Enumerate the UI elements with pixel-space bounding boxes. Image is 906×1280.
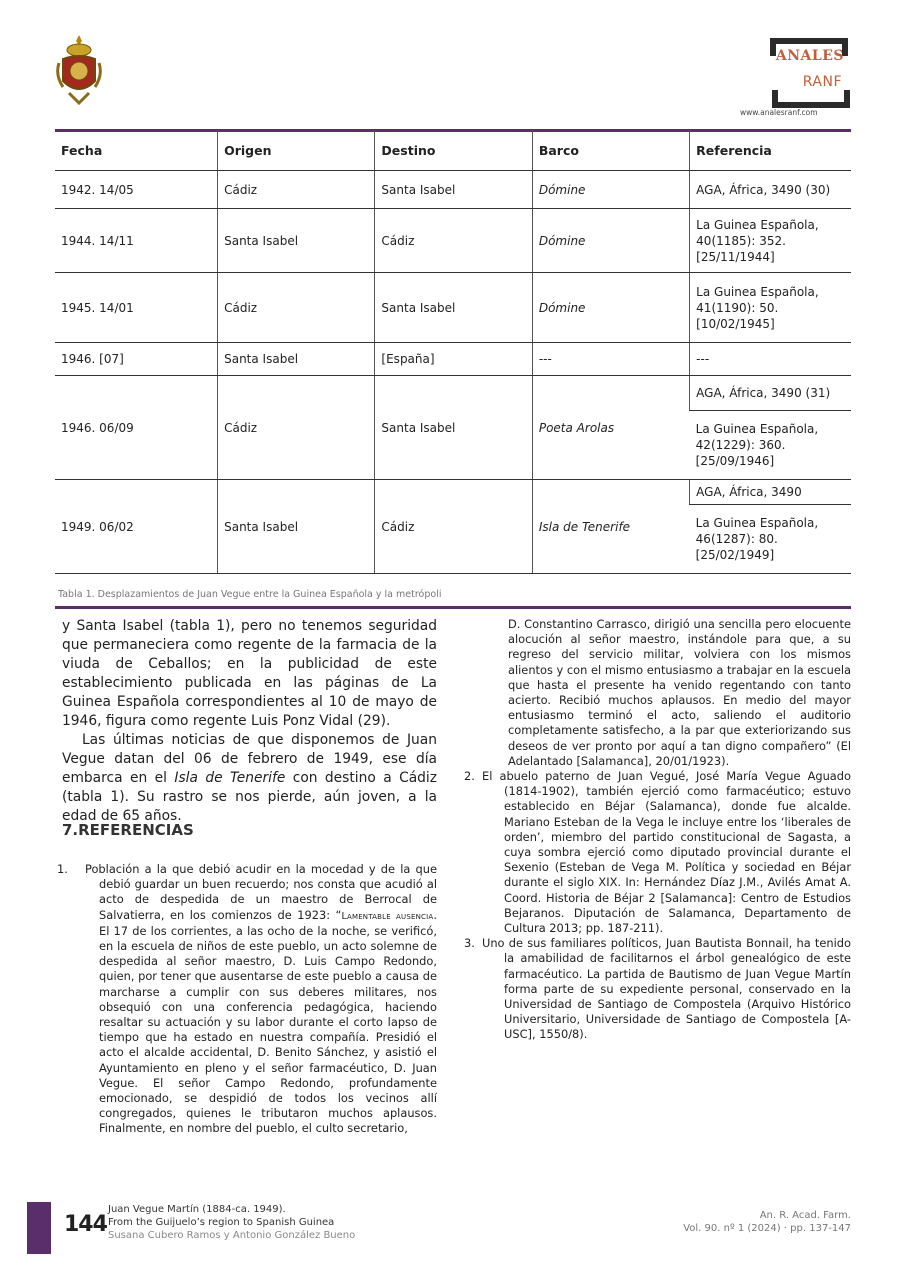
anales-ranf-logo: [770, 38, 850, 110]
academy-crest-logo: [55, 33, 103, 105]
footer-article-info: [108, 1203, 355, 1242]
cell-referencia: La Guinea Española, 41(1190): 50. [10/02/1945]: [690, 273, 851, 343]
table-bottom-rule: [55, 606, 851, 609]
page-number: 144: [64, 1212, 107, 1237]
table-row: [55, 376, 851, 411]
page-number-bar: [27, 1202, 51, 1254]
reference-text: El abuelo paterno de Juan Vegué, José María Vegue Aguado (1814-1902), también ejerció como farmacéutico; estuvo establecido en Béjar (Salamanca), donde fue alcalde. Mariano Esteban de la Vega le incluye entre los ‘liberales de orden’, miembro del partido constitucional de Sagasta, a cuya sombra ejerció como diputado provincial durante el Sexenio (Esteban de Vega M. Política y sociedad en Béjar durante el siglo XIX. In: Hernández Díaz J.M., Avilés Amat A. Coord. Historia de Béjar 2 [Salamanca]: Centro de Estudios Bejaranos. Diputación de Salamanca, Departamento de Cultura 2013; pp. 187-211).: [482, 769, 851, 936]
cell-destino: Cádiz: [375, 209, 532, 273]
text-span: Población a la que debió acudir en la mocedad y de la que debió guardar un buen recuerdo; nos consta que acudió al acto de despedida de un maestro de Berrocal de Salvatierra, en los comienzos de 1923: “: [85, 862, 437, 922]
col-header-referencia: Referencia: [690, 130, 851, 171]
body-text-left: [62, 617, 437, 826]
table-row: [55, 209, 851, 273]
reference-item: [55, 862, 437, 1137]
cell-destino: Santa Isabel: [375, 171, 532, 209]
reference-continuation: D. Constantino Carrasco, dirigió una sencilla pero elocuente alocución al señor maestro, instándole para que, a su regreso del servicio militar, volviera con los mismos alientos y con el mismo entusiasmo a trabajar en la escuela que hasta el presente ha venido regentando con tanto acierto. Recibió muchos aplausos. En medio del mayor entusiasmo terminó el acto, saliendo el auditorio completamente satisfecho, a la par que exteriorizando sus deseos de ver pronto por aquí a tan digno compañero” (El Adelantado [Salamanca], 20/01/1923).: [508, 617, 851, 768]
travel-table: [55, 130, 851, 574]
table-header-row: [55, 130, 851, 171]
cell-destino: Cádiz: [375, 480, 532, 574]
col-header-origen: Origen: [218, 130, 375, 171]
cell-barco: Dómine: [532, 273, 689, 343]
col-header-fecha: Fecha: [55, 130, 218, 171]
text-span: Las últimas noticias de que disponemos de Juan Vegue datan del 06 de febrero de 1949, ese día embarca en el: [62, 732, 437, 786]
table-row: [55, 343, 851, 376]
cell-referencia: AGA, África, 3490 (31): [690, 376, 851, 411]
references-left: [55, 862, 437, 1137]
journal-url[interactable]: www.analesranf.com: [740, 108, 818, 117]
table-caption: Tabla 1. Desplazamientos de Juan Vegue entre la Guinea Española y la metrópoli: [58, 589, 442, 600]
cell-referencia: La Guinea Española, 42(1229): 360. [25/09/1946]: [690, 411, 851, 480]
table-row: [55, 480, 851, 505]
reference-number: 3.: [464, 936, 475, 951]
cell-referencia: ---: [690, 343, 851, 376]
paragraph: [62, 731, 437, 826]
cell-origen: Cádiz: [218, 171, 375, 209]
cell-fecha: 1945. 14/01: [55, 273, 218, 343]
col-header-destino: Destino: [375, 130, 532, 171]
table-row: [55, 273, 851, 343]
reference-text: Uno de sus familiares políticos, Juan Bautista Bonnail, ha tenido la amabilidad de facilitarnos el árbol genealógico de este farmacéutico. La partida de Bautismo de Juan Vegue Martín forma parte de su expediente personal, conservado en la Universidad de Santiago de Compostela (Arquivo Histórico Universitario, Universidade de Santiago de Compostela [A-USC], 1550/8).: [482, 936, 851, 1042]
cell-origen: Santa Isabel: [218, 480, 375, 574]
footer-authors: Susana Cubero Ramos y Antonio González Bueno: [108, 1230, 356, 1241]
cell-referencia: AGA, África, 3490: [690, 480, 851, 505]
cell-destino: Santa Isabel: [375, 273, 532, 343]
logo-ranf-text: RANF: [802, 74, 842, 90]
cell-barco: Dómine: [532, 209, 689, 273]
cell-origen: Santa Isabel: [218, 209, 375, 273]
cell-barco: Dómine: [532, 171, 689, 209]
paragraph: y Santa Isabel (tabla 1), pero no tenemos seguridad que permaneciera como regente de la farmacia de la viuda de Ceballos; en la publicidad de este establecimiento publicada en las páginas de La Guinea Española correspondientes al 10 de mayo de 1946, figura como regente Luis Ponz Vidal (29).: [62, 618, 437, 729]
footer-title-es: Juan Vegue Martín (1884-ca. 1949).: [108, 1204, 286, 1215]
cell-origen: Cádiz: [218, 376, 375, 480]
cell-fecha: 1949. 06/02: [55, 480, 218, 574]
text-span: con destino a Cádiz (tabla 1). Su rastro se nos pierde, aún joven, a la edad de 65 años.: [62, 770, 438, 824]
cell-referencia: La Guinea Española, 46(1287): 80. [25/02/1949]: [690, 505, 851, 574]
cell-referencia: AGA, África, 3490 (30): [690, 171, 851, 209]
reference-number: 1.: [57, 862, 68, 876]
ship-name: Isla de Tenerife: [174, 770, 286, 786]
section-heading: 7.REFERENCIAS: [62, 821, 194, 839]
col-header-barco: Barco: [532, 130, 689, 171]
footer-journal: An. R. Acad. Farm.: [759, 1210, 851, 1221]
cell-origen: Cádiz: [218, 273, 375, 343]
cell-destino: [España]: [375, 343, 532, 376]
cell-barco: Isla de Tenerife: [532, 480, 689, 574]
cell-fecha: 1946. [07]: [55, 343, 218, 376]
cell-fecha: 1942. 14/05: [55, 171, 218, 209]
reference-text: [85, 862, 437, 1137]
table-row: [55, 171, 851, 209]
reference-item: [464, 936, 851, 1042]
references-right: [464, 617, 851, 1043]
cell-fecha: 1944. 14/11: [55, 209, 218, 273]
small-caps-title: Lamentable ausencia: [341, 910, 434, 922]
footer-journal-info: [620, 1209, 851, 1235]
cell-origen: Santa Isabel: [218, 343, 375, 376]
cell-referencia: La Guinea Española, 40(1185): 352. [25/11/1944]: [690, 209, 851, 273]
text-span: . El 17 de los corrientes, a las ocho de la noche, se verificó, en la escuela de niños de este pueblo, un acto solemne de despedida al señor maestro, D. Luis Campo Redondo, quien, por tener que ausentarse de este pueblo a causa de marcharse a cumplir con sus deberes militares, nos obsequió con una conferencia pedagógica, haciendo resaltar su actuación y su labor durante el corto lapso de tiempo que ha estado en nuestra compañía. Presidió el acto el alcalde accidental, D. Benito Sánchez, y asistió el Ayuntamiento en pleno y el señor farmacéutico, D. Juan Vegue. El señor Campo Redondo, profundamente emocionado, se despidió de todos los vecinos allí congregados, quienes le tributaron muchos aplausos. Finalmente, en nombre del pueblo, el culto secretario,: [99, 907, 437, 1136]
reference-number: 2.: [464, 769, 475, 784]
cell-barco: ---: [532, 343, 689, 376]
cell-destino: Santa Isabel: [375, 376, 532, 480]
footer-volume: Vol. 90. nº 1 (2024) · pp. 137-147: [683, 1223, 851, 1234]
cell-fecha: 1946. 06/09: [55, 376, 218, 480]
logo-anales-text: ANALES: [775, 48, 844, 64]
footer-title-en: From the Guijuelo’s region to Spanish Guinea: [108, 1217, 335, 1228]
reference-item: [464, 769, 851, 936]
cell-barco: Poeta Arolas: [532, 376, 689, 480]
